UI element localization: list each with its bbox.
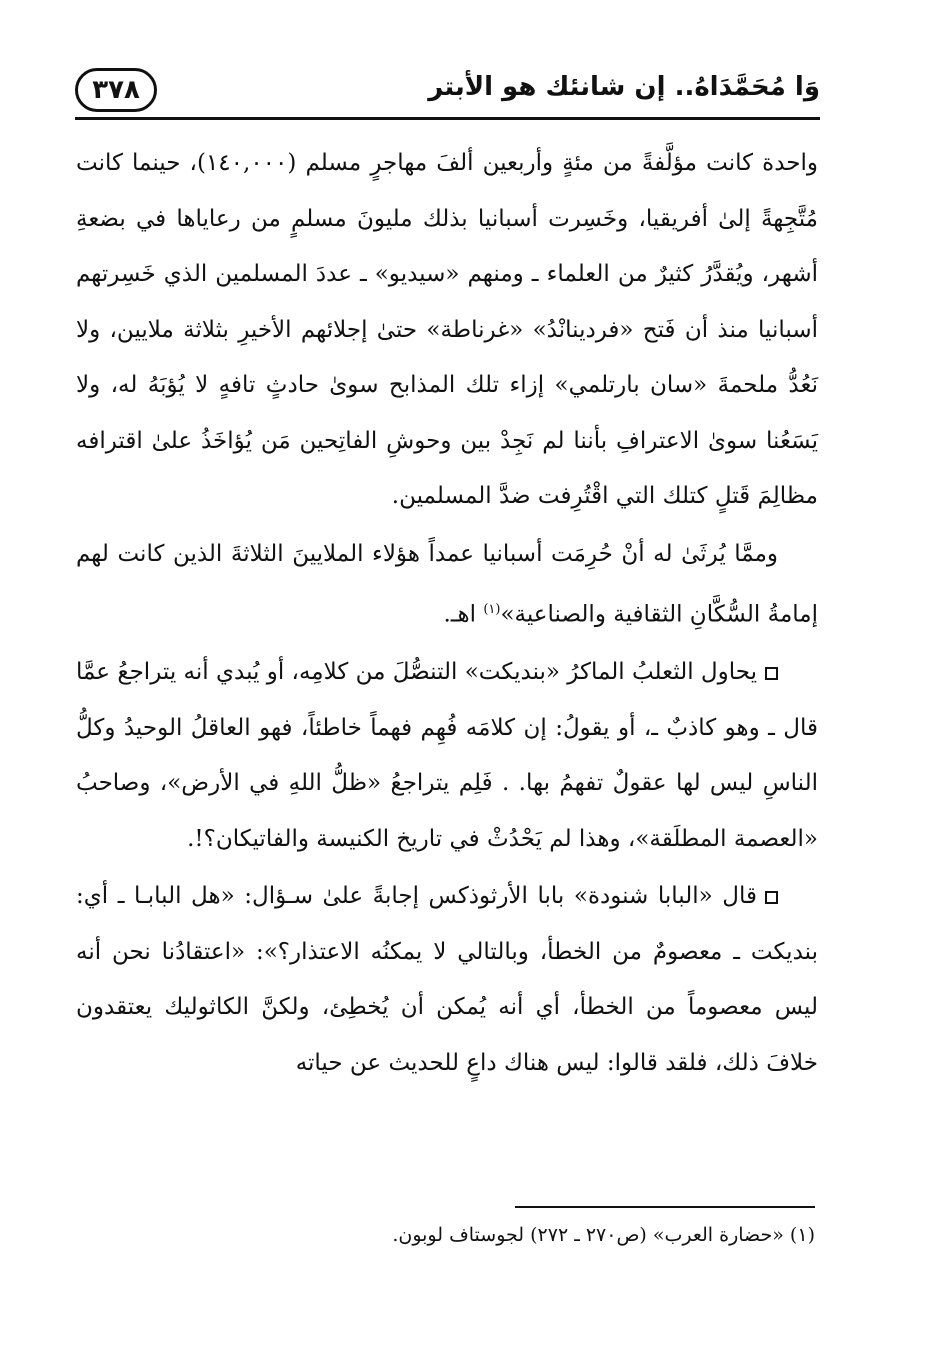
running-title: وَا مُحَمَّدَاهُ.. إن شانئك هو الأبتر: [428, 72, 820, 102]
paragraph-text: يحاول الثعلبُ الماكرُ «بنديكت» التنصُّلَ من كلامِه، أو يُبدي أنه يتراجعُ عمَّا قال ـ وهو كاذبٌ ـ، أو يقولُ: إن كلامَه فُهِم فهماً خاطئاً، فهو العاقلُ الوحيدُ وكلُّ الناسِ ليس لها عقولٌ تفهمُ بها. . فَلِم يتراجعُ «ظلُّ اللهِ في الأرض»، وصاحبُ «العصمة المطلَقة»، وهذا لم يَحْدُثْ في تاريخ الكنيسة والفاتيكان؟!.: [76, 659, 818, 852]
body-text: [76, 136, 818, 1091]
paragraph-4: [76, 869, 818, 1091]
paragraph-1: [76, 136, 818, 525]
page-number-badge: [75, 68, 157, 112]
paragraph-3: [76, 645, 818, 867]
paragraph-text: واحدة كانت مؤلَّفةً من مئةٍ وأربعين ألفَ مهاجرٍ مسلم (١٤٠,٠٠٠)، حينما كانت مُتَّجِهةً إلىٰ أفريقيا، وخَسِرت أسبانيا بذلك مليونَ مسلمٍ من رعاياها في بضعةِ أشهر، ويُقدَّرُ كثيرٌ من العلماء ـ ومنهم «سيديو» ـ عددَ المسلمين الذي خَسِرتهم أسبانيا منذ أن فَتح «فردينانْدُ» «غرناطة» حتىٰ إجلائهم الأخيرِ بثلاثة ملايين، ولا نَعُدُّ ملحمةَ «سان بارتلمي» إزاء تلك المذابح سوىٰ حادثٍ تافهٍ لا يُؤبَهُ له، ولا يَسَعُنا سوىٰ الاعترافِ بأننا لم نَجِدْ بين وحوشِ الفاتِحين مَن يُؤاخَذُ علىٰ اقترافه مظالِمَ قَتلٍ كتلك التي اقْتُرِفت ضدَّ المسلمين.: [76, 150, 818, 509]
square-bullet-icon: [765, 891, 778, 904]
page-number: ٣٧٨: [92, 75, 140, 105]
paragraph-text: قال «البابا شنودة» بابا الأرثوذكس إجابةً علىٰ سـؤال: «هل البابـا ـ أي: بنديكت ـ معصومٌ من الخطأ، وبالتالي لا يمكنُه الاعتذار؟»: «اعتقادُنا نحن أنه ليس معصوماً من الخطأ، أي أنه يُمكن أن يُخطِئ، ولكنَّ الكاثوليك يعتقدون خلافَ ذلك، فلقد قالوا: ليس هناك داعٍ للحديث عن حياته: [76, 883, 818, 1076]
paragraph-tail: اهـ.: [443, 601, 484, 628]
footnote: (١) «حضارة العرب» (ص٢٧٠ ـ ٢٧٢) لجوستاف لوبون.: [392, 1224, 815, 1246]
paragraph-text: وممَّا يُرثَىٰ له أنْ حُرِمَت أسبانيا عمداً هؤلاء الملايينَ الثلاثةَ الذين كانت لهم إمامةُ السُّكَّانِ الثقافية والصناعية»: [76, 540, 818, 628]
footnote-rule: [515, 1206, 815, 1208]
square-bullet-icon: [765, 667, 778, 680]
footnote-reference[interactable]: (١): [483, 602, 501, 617]
header-rule: [75, 117, 820, 120]
paragraph-2: [76, 527, 818, 644]
page-header: [75, 62, 820, 124]
